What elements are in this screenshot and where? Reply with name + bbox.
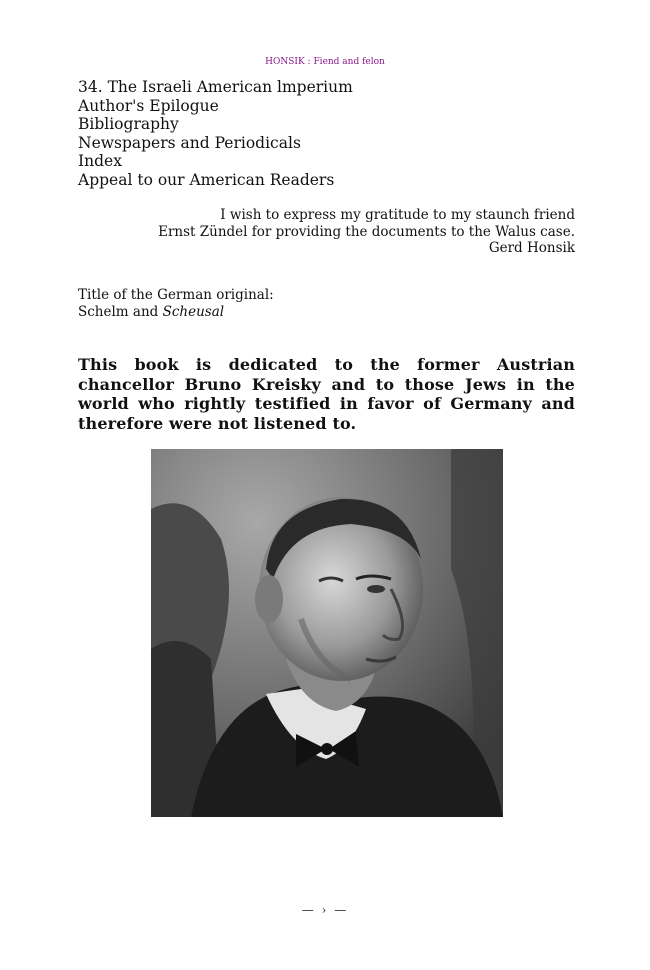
acknowledgement [155, 207, 575, 257]
table-of-contents [78, 78, 578, 189]
original-title-label: Title of the German original: [78, 287, 274, 303]
toc-item: Author's Epilogue [78, 96, 219, 115]
acknowledgement-line: I wish to express my gratitude to my staunch friend [220, 207, 575, 223]
dedication: This book is dedicated to the former Austrian chancellor Bruno Kreisky and to those Jews in the world who rightly testified in favor of Germany and therefore were not listened to. [78, 355, 575, 433]
running-header: HONSIK : Fiend and felon [265, 57, 385, 67]
page-number: — › — [301, 903, 349, 917]
acknowledgement-line: Ernst Zündel for providing the documents to the Walus case. [158, 223, 575, 240]
original-title-plain: Schelm and [78, 303, 163, 320]
toc-item: Newspapers and Periodicals [78, 133, 301, 152]
original-title-italic: Scheusal [162, 303, 225, 320]
portrait-photo-icon [151, 449, 503, 817]
toc-item: Bibliography [78, 115, 179, 133]
toc-item: Appeal to our American Readers [78, 170, 335, 189]
toc-item: Index [78, 152, 122, 170]
original-title [78, 304, 498, 321]
original-title-block [78, 287, 498, 320]
acknowledgement-signature: Gerd Honsik [488, 240, 575, 256]
toc-item: 34. The Israeli American lmperium [78, 78, 353, 96]
